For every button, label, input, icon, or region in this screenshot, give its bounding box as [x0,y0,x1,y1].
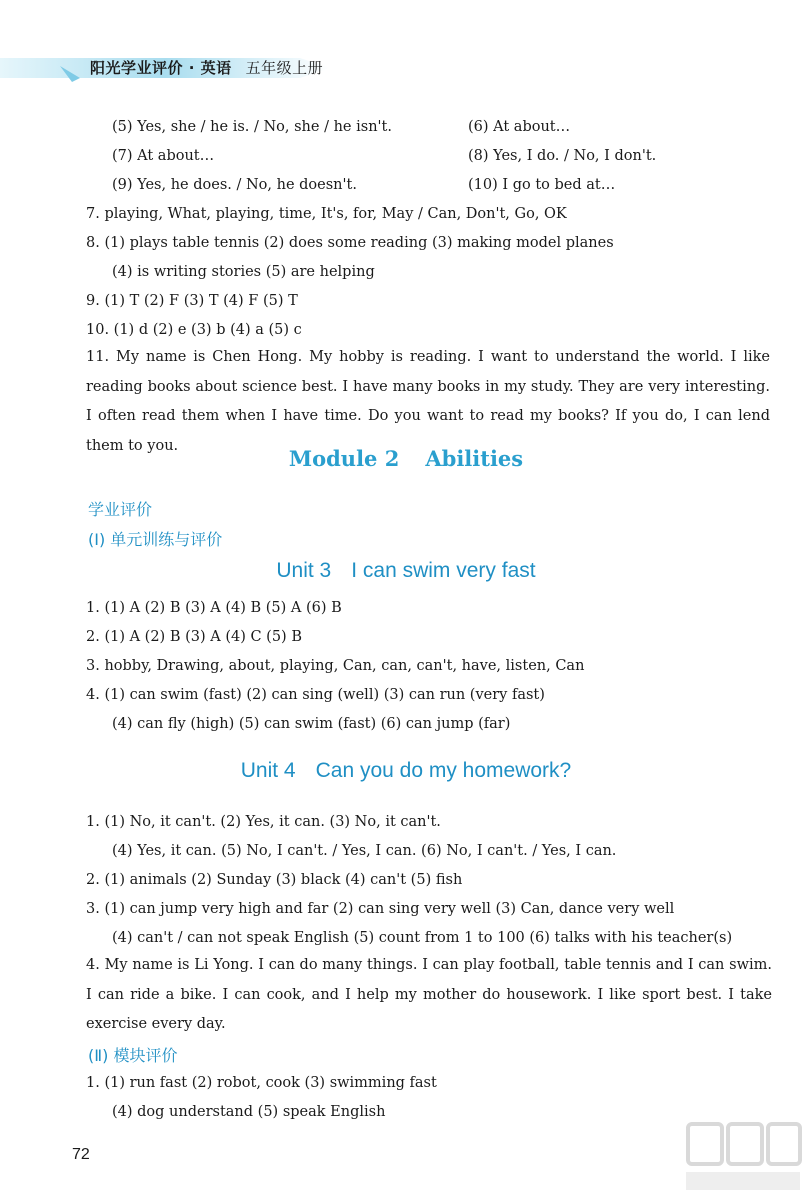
answer-line: (7) At about… [112,148,215,164]
answer-paragraph: 11. My name is Chen Hong. My hobby is reading. I want to understand the world. I like reading books about science best. I have many books in my study. They are very interesting. I often read them when I have time. Do you want to read my books? If you do, I can lend them to you. [86,349,770,454]
answer-line: 7. playing, What, playing, time, It's, for, May / Can, Don't, Go, OK [86,206,567,222]
answer-line: 2. (1) animals (2) Sunday (3) black (4) can't (5) fish [86,872,463,888]
answer-line: (10) I go to bed at… [468,177,616,193]
header-grade: 五年级上册 [245,59,324,77]
module-title [0,446,812,471]
section-heading: (Ⅰ) 单元训练与评价 [88,530,223,549]
answer-line: (4) can't / can not speak English (5) count from 1 to 100 (6) talks with his teacher(s) [112,930,733,946]
section-heading: (Ⅱ) 模块评价 [88,1046,178,1065]
answer-line: (9) Yes, he does. / No, he doesn't. [112,177,357,193]
section-heading: 学业评价 [88,500,153,519]
answer-line: 3. (1) can jump very high and far (2) can sing very well (3) Can, dance very well [86,901,675,917]
module-name: Abilities [425,446,524,471]
unit-title [0,559,812,583]
answer-line: 3. hobby, Drawing, about, playing, Can, can, can't, have, listen, Can [86,658,585,674]
answer-line: (4) Yes, it can. (5) No, I can't. / Yes, I can. (6) No, I can't. / Yes, I can. [112,843,617,859]
header-title: 阳光学业评价 · 英语 [90,59,232,77]
unit-label: Unit 3 [276,559,332,582]
watermark-stamp [680,1118,805,1196]
answer-line: 9. (1) T (2) F (3) T (4) F (5) T [86,293,298,309]
answer-line: (4) can fly (high) (5) can swim (fast) (6) can jump (far) [112,716,511,732]
answer-line: (4) is writing stories (5) are helping [112,264,375,280]
answer-paragraph: 4. My name is Li Yong. I can do many things. I can play football, table tennis and I can swim. I can ride a bike. I can cook, and I help my mother do housework. I like sport best. I take exercise every day. [86,957,772,1032]
answer-line: (6) At about… [468,119,571,135]
running-header [90,57,323,78]
answer-line: 1. (1) run fast (2) robot, cook (3) swimming fast [86,1075,437,1091]
answer-line: (5) Yes, she / he is. / No, she / he isn't. [112,119,392,135]
unit-name: I can swim very fast [351,559,536,582]
answer-line: (4) dog understand (5) speak English [112,1104,386,1120]
answer-line: 8. (1) plays table tennis (2) does some reading (3) making model planes [86,235,614,251]
unit-name: Can you do my homework? [315,759,572,782]
answer-line: 2. (1) A (2) B (3) A (4) C (5) B [86,629,302,645]
answer-line: 1. (1) A (2) B (3) A (4) B (5) A (6) B [86,600,342,616]
module-label: Module 2 [288,446,400,471]
unit-label: Unit 4 [240,759,296,782]
unit-title [0,759,812,783]
page-number: 72 [72,1146,90,1163]
answer-line: (8) Yes, I do. / No, I don't. [468,148,657,164]
answer-line: 1. (1) No, it can't. (2) Yes, it can. (3) No, it can't. [86,814,441,830]
answer-line: 4. (1) can swim (fast) (2) can sing (well) (3) can run (very fast) [86,687,545,703]
answer-line: 10. (1) d (2) e (3) b (4) a (5) c [86,322,302,338]
